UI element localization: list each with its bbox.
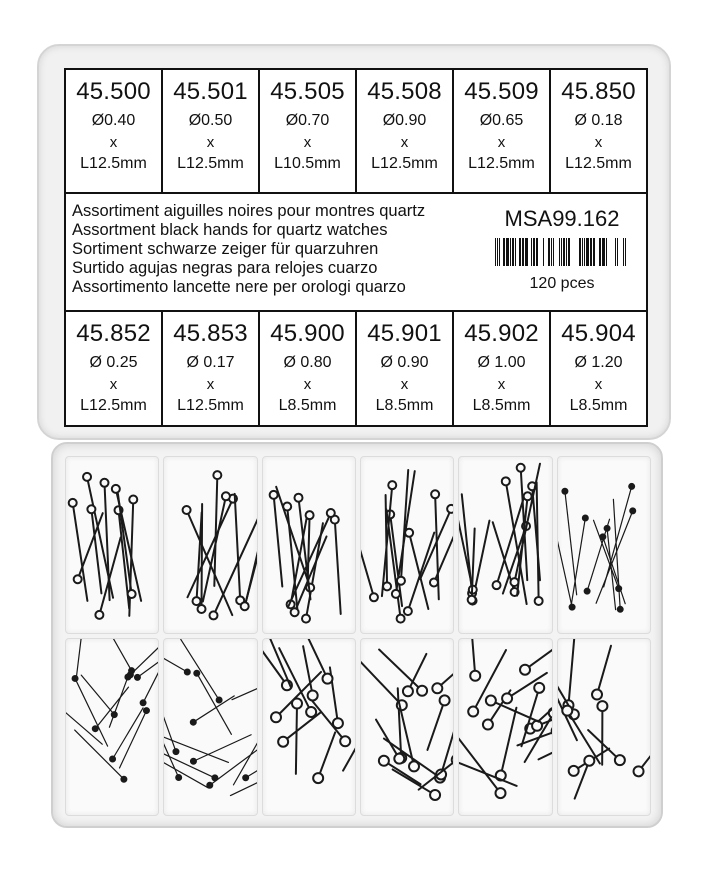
part-x: x bbox=[497, 376, 506, 393]
label-cell bbox=[357, 312, 454, 425]
part-diameter: Ø0.40 bbox=[91, 112, 136, 129]
tray-compartment bbox=[262, 638, 356, 816]
part-length: L12.5mm bbox=[80, 397, 147, 414]
watch-hands-icon bbox=[164, 639, 256, 815]
watch-hands-icon bbox=[558, 457, 650, 633]
part-diameter: Ø 0.25 bbox=[89, 354, 138, 371]
tray-compartment bbox=[65, 638, 159, 816]
part-length: L12.5mm bbox=[565, 155, 632, 172]
description-line: Sortiment schwarze zeiger für quarzuhren bbox=[72, 240, 379, 258]
part-x: x bbox=[594, 134, 603, 151]
tray-compartment bbox=[163, 456, 257, 634]
part-diameter: Ø0.50 bbox=[188, 112, 233, 129]
part-x: x bbox=[497, 134, 506, 151]
part-code: 45.900 bbox=[270, 320, 345, 347]
part-x: x bbox=[206, 376, 215, 393]
watch-hands-icon bbox=[361, 457, 453, 633]
part-diameter: Ø 0.90 bbox=[380, 354, 429, 371]
quantity-label: 120 pces bbox=[529, 275, 595, 292]
part-code: 45.509 bbox=[464, 78, 539, 105]
description-block bbox=[66, 194, 646, 314]
tray-compartment bbox=[262, 456, 356, 634]
bottom-label-row bbox=[66, 310, 646, 425]
part-x: x bbox=[400, 134, 409, 151]
description-line: Assortimento lancette nere per orologi quarzo bbox=[72, 278, 406, 296]
watch-hands-icon bbox=[164, 457, 256, 633]
part-code: 45.850 bbox=[561, 78, 636, 105]
part-length: L12.5mm bbox=[177, 155, 244, 172]
watch-hands-icon bbox=[459, 639, 551, 815]
part-code: 45.500 bbox=[76, 78, 151, 105]
tray-compartment bbox=[360, 638, 454, 816]
part-length: L8.5mm bbox=[375, 397, 434, 414]
tray-compartment bbox=[557, 456, 651, 634]
label-cell bbox=[66, 70, 163, 192]
label-cell bbox=[260, 70, 357, 192]
watch-hands-icon bbox=[263, 457, 355, 633]
label-sheet bbox=[64, 68, 648, 427]
watch-hands-icon bbox=[263, 639, 355, 815]
description-line: Surtido agujas negras para relojes cuarzo bbox=[72, 259, 378, 277]
part-x: x bbox=[109, 376, 118, 393]
label-cell bbox=[260, 312, 357, 425]
reference-block bbox=[492, 206, 632, 293]
part-x: x bbox=[109, 134, 118, 151]
part-code: 45.501 bbox=[173, 78, 248, 105]
label-cell bbox=[163, 312, 260, 425]
barcode-icon bbox=[495, 238, 629, 266]
part-code: 45.852 bbox=[76, 320, 151, 347]
tray-compartment bbox=[458, 638, 552, 816]
tray-compartment bbox=[458, 456, 552, 634]
part-length: L8.5mm bbox=[278, 397, 337, 414]
part-diameter: Ø0.70 bbox=[285, 112, 330, 129]
part-length: L10.5mm bbox=[274, 155, 341, 172]
label-cell bbox=[66, 312, 163, 425]
part-diameter: Ø 0.18 bbox=[574, 112, 623, 129]
part-x: x bbox=[303, 134, 312, 151]
tray-compartment bbox=[65, 456, 159, 634]
description-line: Assortiment aiguilles noires pour montres quartz bbox=[72, 202, 426, 220]
watch-hands-icon bbox=[361, 639, 453, 815]
reference-code: MSA99.162 bbox=[504, 206, 620, 231]
label-cell bbox=[551, 70, 646, 192]
description-line: Assortment black hands for quartz watches bbox=[72, 221, 388, 239]
watch-hands-icon bbox=[558, 639, 650, 815]
part-diameter: Ø 1.20 bbox=[574, 354, 623, 371]
tray-compartment bbox=[557, 638, 651, 816]
part-x: x bbox=[206, 134, 215, 151]
tray-compartment bbox=[360, 456, 454, 634]
label-cell bbox=[551, 312, 646, 425]
part-code: 45.853 bbox=[173, 320, 248, 347]
part-code: 45.904 bbox=[561, 320, 636, 347]
watch-hands-icon bbox=[459, 457, 551, 633]
part-diameter: Ø0.65 bbox=[479, 112, 524, 129]
part-code: 45.505 bbox=[270, 78, 345, 105]
parts-tray bbox=[51, 442, 663, 828]
part-length: L12.5mm bbox=[177, 397, 244, 414]
part-code: 45.902 bbox=[464, 320, 539, 347]
part-length: L12.5mm bbox=[80, 155, 147, 172]
part-diameter: Ø 0.80 bbox=[283, 354, 332, 371]
multilingual-description bbox=[72, 202, 425, 297]
label-cell bbox=[357, 70, 454, 192]
part-x: x bbox=[303, 376, 312, 393]
part-length: L12.5mm bbox=[371, 155, 438, 172]
part-x: x bbox=[594, 376, 603, 393]
part-x: x bbox=[400, 376, 409, 393]
part-diameter: Ø0.90 bbox=[382, 112, 427, 129]
watch-hands-icon bbox=[66, 639, 158, 815]
top-label-row bbox=[66, 70, 646, 194]
tray-compartment bbox=[163, 638, 257, 816]
watch-hands-icon bbox=[66, 457, 158, 633]
part-length: L8.5mm bbox=[569, 397, 628, 414]
label-cell bbox=[163, 70, 260, 192]
part-diameter: Ø 0.17 bbox=[186, 354, 235, 371]
label-cell bbox=[454, 312, 551, 425]
part-length: L8.5mm bbox=[472, 397, 531, 414]
label-cell bbox=[454, 70, 551, 192]
part-length: L12.5mm bbox=[468, 155, 535, 172]
part-code: 45.901 bbox=[367, 320, 442, 347]
part-diameter: Ø 1.00 bbox=[477, 354, 526, 371]
part-code: 45.508 bbox=[367, 78, 442, 105]
